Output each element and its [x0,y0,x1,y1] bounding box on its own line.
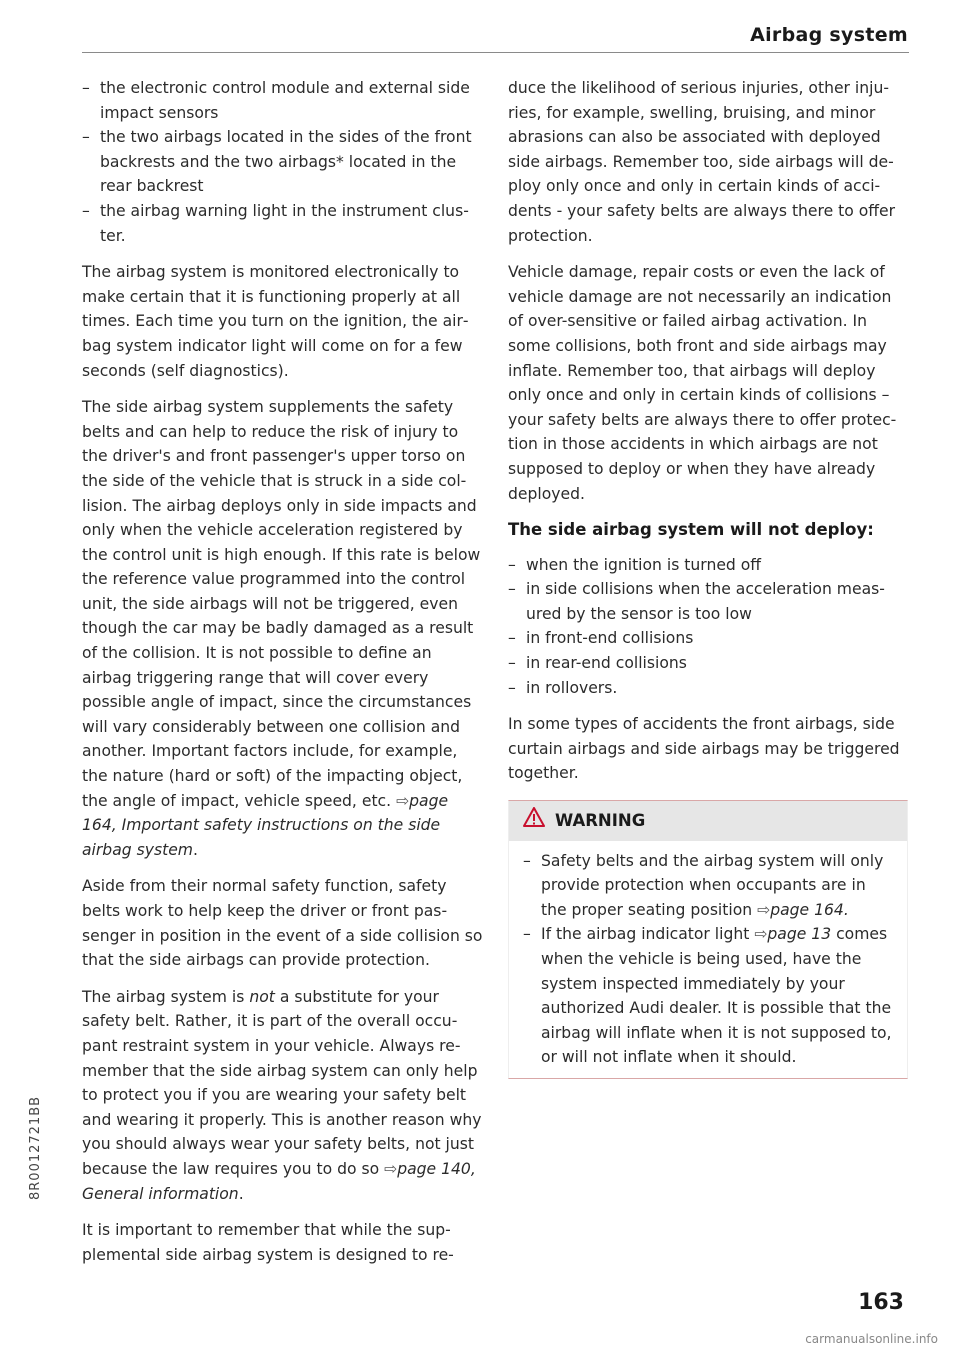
paragraph: duce the likelihood of serious injuries, other injuries, for example, swelling, bruising, and minor abrasions can also be associated with deployed side airbags. Remember too, side airbags will deploy only once and only in certain kinds of accidents - your safety belts are always there to offer protection. [508,79,896,245]
warning-list [523,849,893,1070]
paragraph [82,395,486,862]
paragraph: Vehicle damage, repair costs or even the lack of vehicle damage are not necessarily an indication of over-sensitive or failed airbag activation. In some collisions, both front and side airbags may inflate. Remember too, that airbags will deploy only once and only in certain kinds of collisions – your safety belts are always there to offer protection in those accidents in which airbags are not supposed to deploy or when they have already deployed. [508,263,897,503]
page-reference-link[interactable]: page 140, General information [82,1159,476,1203]
list-item: – the two airbags located in the sides of the front backrests and the two airbags* located in the rear backrest [82,125,486,199]
punctuation: . [192,840,198,859]
list-item: – in rollovers. [508,676,908,701]
section-heading: The side airbag system will not deploy: [508,520,874,540]
paragraph-text: The side airbag system supplements the safety belts and can help to reduce the risk of injury to the driver's and front passenger's upper torso on the side of the vehicle that is struck in a side collision. The airbag deploys only in side impacts and only when the vehicle acceleration registered by the control unit is high enough. If this rate is below the reference value programmed into the control unit, the side airbags will not be triggered, even though the car may be badly damaged as a result of the collision. It is not possible to define an airbag triggering range that will cover every possible angle of impact, since the circumstances will vary considerably between one collision and another. Important factors include, for example, the nature (hard or soft) of the impacting object, the angle of impact, vehicle speed, etc. [82,398,481,810]
list-item: – in front-end collisions [508,626,908,651]
emphasis: not [249,987,275,1006]
paragraph-text: a substitute for your safety belt. Rather, it is part of the overall occupant restraint system in your vehicle. Always remember that the side airbag system can only help to protect you if you are wearing your safety belt and wearing it properly. This is another reason why you should always wear your safety belts, not just because the law requires you to do so [82,987,482,1178]
page-reference-link[interactable]: page 164, Important safety instructions on the side airbag system [82,791,449,859]
page-number: 163 [858,1290,904,1315]
warning-text: If the airbag indicator light [541,925,755,944]
paragraph: Aside from their normal safety function, safety belts work to help keep the driver or front passenger in position in the event of a side collision so that the side airbags can provide protection. [82,877,483,970]
right-column [508,76,908,1079]
warning-text: comes when the vehicle is being used, have the system inspected immediately by your authorized Audi dealer. It is possible that the airbag will inflate when it is not supposed to, or will not inflate when it should. [541,925,892,1067]
warning-body [509,841,907,1078]
left-column [82,76,486,1279]
paragraph: In some types of accidents the front airbags, side curtain airbags and side airbags may be triggered together. [508,715,900,783]
warning-text: Safety belts and the airbag system will only provide protection when occupants are in the proper seating position [541,851,884,919]
paragraph-text: The airbag system is [82,987,250,1006]
list-item: – when the ignition is turned off [508,553,908,578]
list-item [523,849,893,923]
list-item: – the airbag warning light in the instrument cluster. [82,199,486,248]
arrow-right-icon: ⇨ [396,791,410,810]
warning-box [508,800,908,1079]
arrow-right-icon: ⇨ [754,925,768,944]
paragraph: The airbag system is monitored electronically to make certain that it is functioning properly at all times. Each time you turn on the ignition, the airbag system indicator light will come on for a few seconds (self diagnostics). [82,263,469,380]
warning-triangle-icon [523,807,545,835]
list-item: – in rear-end collisions [508,651,908,676]
component-list [82,76,486,248]
document-code: 8R0012721BB [28,1095,43,1200]
warning-header [509,801,907,841]
page-reference-link[interactable]: page 13 [767,925,832,944]
paragraph [82,985,486,1206]
page-reference-link[interactable]: page 164. [770,900,849,919]
list-item [523,922,893,1070]
paragraph: It is important to remember that while the supplemental side airbag system is designed to re- [82,1221,454,1264]
running-header-title: Airbag system [750,24,908,46]
non-deploy-list [508,553,908,701]
arrow-right-icon: ⇨ [757,900,771,919]
warning-title: WARNING [555,810,646,830]
list-item: – the electronic control module and external side impact sensors [82,76,486,125]
header-rule [82,52,909,53]
list-item: – in side collisions when the acceleration measured by the sensor is too low [508,577,908,626]
arrow-right-icon: ⇨ [384,1159,398,1178]
punctuation: . [238,1184,244,1203]
watermark-logo: carmanualsonline.info [805,1332,938,1346]
